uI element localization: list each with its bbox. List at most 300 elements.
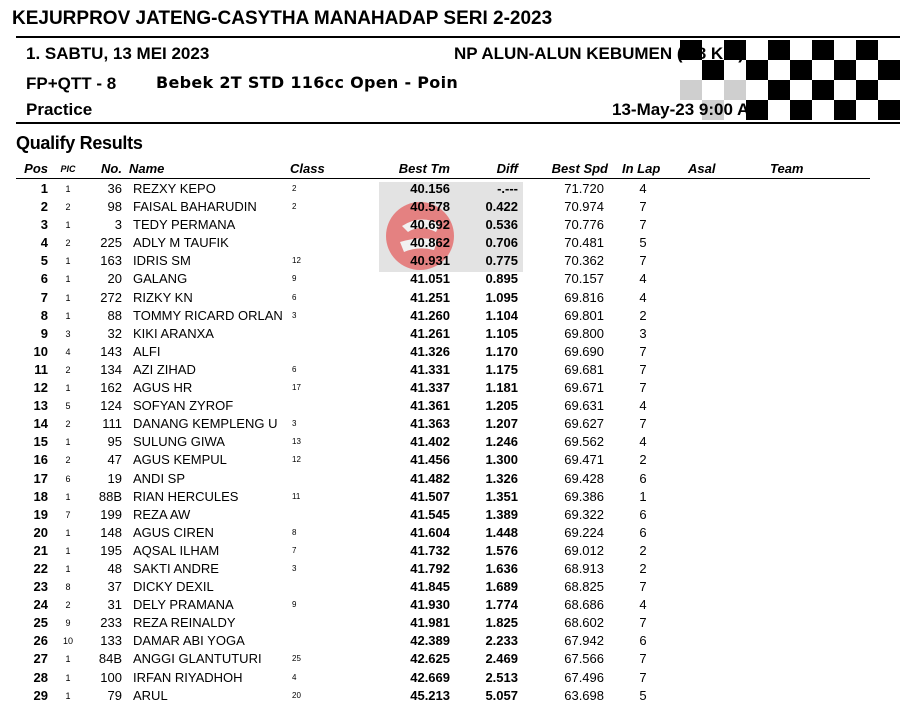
table-row: [0, 397, 900, 415]
result-best-speed: 69.471: [564, 452, 604, 468]
checker-square: [790, 60, 812, 80]
result-in-lap: 6: [639, 506, 647, 522]
session-code: FP+QTT - 8: [26, 74, 117, 93]
result-best-time: 40.578: [410, 199, 450, 215]
result-pos: 14: [33, 416, 48, 432]
table-row: [0, 216, 900, 234]
result-name: AQSAL ILHAM: [133, 542, 220, 558]
col-header-pic: PIC: [60, 164, 76, 174]
result-number: 88: [107, 307, 122, 323]
result-number: 20: [107, 271, 122, 287]
result-pic: 2: [65, 238, 71, 249]
result-class: 3: [292, 310, 297, 320]
result-pic: 2: [65, 419, 71, 430]
session-timestamp: 13-May-23 9:00 AM: [612, 100, 764, 119]
result-in-lap: 7: [639, 579, 647, 595]
result-class: 9: [292, 600, 297, 610]
result-best-time: 41.604: [410, 524, 450, 540]
result-class: 2: [292, 184, 297, 193]
table-row: [0, 542, 900, 560]
result-class: 17: [292, 383, 301, 393]
result-diff: -.---: [497, 181, 518, 196]
table-row: [0, 650, 900, 668]
event-title: KEJURPROV JATENG-CASYTHA MANAHADAP SERI 2-2023: [12, 8, 553, 29]
result-in-lap: 7: [639, 615, 647, 631]
result-name: AGUS KEMPUL: [133, 452, 227, 468]
results-table: [0, 180, 900, 705]
result-diff: 1.175: [485, 361, 518, 377]
checker-square: [790, 80, 812, 100]
result-in-lap: 2: [639, 560, 647, 576]
result-best-speed: 70.362: [564, 253, 604, 269]
checker-square: [834, 40, 856, 60]
result-best-time: 41.331: [410, 361, 450, 377]
result-pic: 1: [65, 256, 71, 267]
checker-square: [856, 40, 878, 60]
checker-square: [878, 40, 900, 60]
result-name: DELY PRAMANA: [133, 597, 234, 613]
result-name: ANGGI GLANTUTURI: [133, 651, 262, 667]
race-class-name: Bebek 2T STD 116cc Open - Poin: [156, 73, 459, 92]
result-pic: 2: [65, 600, 71, 611]
result-diff: 1.448: [485, 524, 518, 540]
result-pic: 1: [65, 654, 71, 665]
result-in-lap: 7: [639, 199, 647, 215]
col-header-diff: Diff: [496, 161, 518, 176]
result-name: SOFYAN ZYROF: [133, 398, 234, 414]
result-number: 195: [100, 542, 122, 558]
result-diff: 0.536: [485, 217, 518, 233]
result-diff: 0.706: [485, 235, 518, 251]
checker-square: [834, 100, 856, 120]
result-best-time: 41.507: [410, 488, 450, 504]
result-pic: 2: [65, 202, 71, 213]
result-pic: 4: [65, 346, 71, 357]
result-diff: 0.422: [485, 199, 518, 215]
result-best-speed: 67.496: [564, 669, 604, 685]
result-pic: 7: [65, 509, 71, 520]
result-number: 98: [107, 199, 122, 215]
result-best-time: 41.981: [410, 615, 450, 631]
result-best-speed: 69.690: [564, 343, 604, 359]
result-best-time: 41.260: [410, 307, 450, 323]
table-row: [0, 560, 900, 578]
checker-square: [768, 60, 790, 80]
result-pos: 26: [33, 633, 48, 649]
result-name: DANANG KEMPLENG U: [133, 416, 278, 432]
result-best-time: 41.482: [410, 470, 450, 486]
result-number: 47: [107, 452, 122, 468]
result-best-speed: 69.671: [564, 380, 604, 396]
result-class: 6: [292, 292, 297, 302]
col-header-in-lap: In Lap: [622, 161, 661, 176]
result-class: 12: [292, 455, 301, 465]
result-best-speed: 70.974: [564, 199, 604, 215]
result-number: 225: [100, 235, 122, 251]
result-name: IRFAN RIYADHOH: [133, 669, 243, 685]
result-diff: 1.774: [485, 597, 518, 613]
result-pic: 1: [65, 545, 71, 556]
result-number: 79: [107, 687, 122, 703]
result-pic: 10: [62, 636, 73, 647]
result-best-speed: 69.681: [564, 361, 604, 377]
checker-square: [878, 60, 900, 80]
result-name: ALFI: [133, 343, 161, 359]
result-diff: 1.326: [485, 470, 518, 486]
result-in-lap: 6: [639, 633, 647, 649]
result-name: SAKTI ANDRE: [133, 560, 219, 576]
result-number: 148: [100, 524, 122, 540]
result-pic: 1: [65, 220, 71, 231]
result-name: TEDY PERMANA: [133, 217, 236, 233]
header-rule-bottom: [16, 122, 900, 124]
result-diff: 1.170: [485, 343, 518, 359]
result-name: DAMAR ABI YOGA: [133, 633, 245, 649]
table-row: [0, 234, 900, 252]
result-number: 272: [100, 289, 122, 305]
result-best-time: 41.251: [410, 289, 450, 305]
section-title: Qualify Results: [16, 133, 143, 153]
result-pos: 9: [40, 325, 48, 341]
result-best-time: 41.361: [410, 398, 450, 414]
result-best-speed: 69.816: [564, 289, 604, 305]
col-header-pos: Pos: [24, 161, 48, 176]
result-pos: 5: [40, 253, 48, 269]
result-diff: 1.389: [485, 506, 518, 522]
result-class: 6: [292, 364, 297, 374]
checker-square: [834, 60, 856, 80]
result-diff: 0.775: [485, 253, 518, 269]
result-number: 162: [100, 380, 122, 396]
table-row: [0, 614, 900, 632]
result-pic: 3: [65, 328, 71, 339]
table-row: [0, 415, 900, 433]
checker-square: [856, 100, 878, 120]
table-row: [0, 343, 900, 361]
result-class: 7: [292, 545, 297, 555]
result-diff: 1.181: [485, 380, 518, 396]
checker-square: [790, 100, 812, 120]
result-best-time: 41.732: [410, 542, 450, 558]
result-pos: 10: [33, 343, 48, 359]
result-diff: 0.895: [485, 271, 518, 287]
table-row: [0, 578, 900, 596]
table-row: [0, 488, 900, 506]
result-best-time: 42.669: [410, 669, 450, 685]
result-pos: 27: [33, 651, 48, 667]
table-header-rule: [16, 178, 870, 179]
result-pos: 4: [40, 235, 48, 251]
result-name: FAISAL BAHARUDIN: [133, 199, 257, 215]
checker-square: [768, 80, 790, 100]
table-row: [0, 289, 900, 307]
result-best-speed: 69.386: [564, 488, 604, 504]
result-best-speed: 70.157: [564, 271, 604, 287]
result-name: REZA REINALDY: [133, 615, 236, 631]
result-best-time: 41.545: [410, 506, 450, 522]
result-in-lap: 1: [639, 488, 647, 504]
result-diff: 1.207: [485, 416, 518, 432]
table-row: [0, 361, 900, 379]
result-pic: 1: [65, 383, 71, 394]
result-pic: 1: [65, 437, 71, 448]
result-best-speed: 69.800: [564, 325, 604, 341]
result-pos: 29: [33, 687, 48, 703]
table-row: [0, 669, 900, 687]
result-best-time: 41.363: [410, 416, 450, 432]
result-pos: 22: [33, 560, 48, 576]
result-pic: 8: [65, 582, 71, 593]
table-row: [0, 379, 900, 397]
result-best-speed: 70.776: [564, 217, 604, 233]
result-best-speed: 68.825: [564, 579, 604, 595]
result-diff: 1.351: [485, 488, 518, 504]
result-number: 233: [100, 615, 122, 631]
result-number: 84B: [98, 651, 122, 667]
result-in-lap: 2: [639, 307, 647, 323]
result-in-lap: 7: [639, 669, 647, 685]
result-pic: 1: [65, 310, 71, 321]
col-header-asal: Asal: [688, 161, 716, 176]
result-in-lap: 6: [639, 470, 647, 486]
result-number: 100: [100, 669, 122, 685]
result-pic: 1: [65, 672, 71, 683]
result-number: 95: [107, 434, 122, 450]
result-in-lap: 7: [639, 217, 647, 233]
result-number: 199: [100, 506, 122, 522]
result-best-time: 41.792: [410, 560, 450, 576]
result-name: DICKY DEXIL: [133, 579, 214, 595]
result-diff: 1.576: [485, 542, 518, 558]
result-in-lap: 7: [639, 380, 647, 396]
result-class: 3: [292, 419, 297, 429]
result-number: 133: [100, 633, 122, 649]
result-in-lap: 5: [639, 687, 647, 703]
result-best-time: 42.389: [410, 633, 450, 649]
table-row: [0, 451, 900, 469]
result-number: 37: [107, 579, 122, 595]
col-header-best-tm: Best Tm: [398, 161, 450, 176]
checker-square: [856, 60, 878, 80]
checker-square: [878, 80, 900, 100]
checker-square: [724, 80, 746, 100]
table-row: [0, 307, 900, 325]
result-best-time: 40.862: [410, 235, 450, 251]
result-pic: 5: [65, 401, 71, 412]
result-name: TOMMY RICARD ORLAN: [133, 307, 283, 323]
table-row: [0, 325, 900, 343]
table-row: [0, 596, 900, 614]
result-number: 124: [100, 398, 122, 414]
result-best-speed: 63.698: [564, 687, 604, 703]
result-best-speed: 69.428: [564, 470, 604, 486]
venue-name: NP ALUN-ALUN KEBUMEN (0.8 Km): [454, 44, 744, 63]
result-diff: 2.233: [485, 633, 518, 649]
result-best-time: 40.692: [410, 217, 450, 233]
result-best-speed: 71.720: [564, 181, 604, 196]
result-diff: 1.105: [485, 325, 518, 341]
result-name: AGUS CIREN: [133, 524, 214, 540]
col-header-best-spd: Best Spd: [551, 161, 608, 176]
result-in-lap: 7: [639, 651, 647, 667]
result-name: ANDI SP: [133, 470, 186, 486]
result-pos: 24: [33, 597, 48, 613]
result-name: AGUS HR: [133, 380, 193, 396]
result-diff: 1.205: [485, 398, 518, 414]
checker-square: [768, 100, 790, 120]
checker-square: [680, 80, 702, 100]
result-class: 9: [292, 274, 297, 284]
result-pic: 1: [65, 292, 71, 303]
result-pic: 6: [65, 473, 71, 484]
result-diff: 2.469: [485, 651, 518, 667]
checker-square: [790, 40, 812, 60]
table-row: [0, 632, 900, 650]
checker-square: [812, 100, 834, 120]
result-class: 4: [292, 672, 297, 682]
result-in-lap: 7: [639, 253, 647, 269]
result-in-lap: 6: [639, 524, 647, 540]
result-name: REZXY KEPO: [133, 181, 216, 196]
result-in-lap: 3: [639, 325, 647, 341]
table-row: [0, 687, 900, 705]
result-number: 3: [114, 217, 122, 233]
result-pos: 1: [40, 181, 48, 196]
result-best-speed: 69.801: [564, 307, 604, 323]
result-class: 12: [292, 256, 301, 266]
table-row: [0, 433, 900, 451]
result-best-time: 42.625: [410, 651, 450, 667]
result-pos: 2: [40, 199, 48, 215]
result-pos: 13: [33, 398, 48, 414]
result-best-time: 41.930: [410, 597, 450, 613]
table-row: [0, 524, 900, 542]
result-pos: 6: [40, 271, 48, 287]
result-in-lap: 7: [639, 343, 647, 359]
result-pic: 1: [65, 184, 71, 194]
result-pos: 11: [34, 361, 48, 377]
result-best-speed: 69.012: [564, 542, 604, 558]
result-number: 32: [107, 325, 122, 341]
result-in-lap: 4: [639, 434, 647, 450]
result-diff: 1.095: [485, 289, 518, 305]
result-number: 48: [107, 560, 122, 576]
result-best-speed: 67.942: [564, 633, 604, 649]
result-pic: 1: [65, 527, 71, 538]
checker-square: [746, 80, 768, 100]
result-pos: 19: [33, 506, 48, 522]
result-best-time: 41.845: [410, 579, 450, 595]
col-header-class: Class: [290, 161, 325, 176]
result-class: 3: [292, 563, 297, 573]
result-in-lap: 4: [639, 597, 647, 613]
result-number: 31: [107, 597, 122, 613]
result-pos: 21: [33, 542, 48, 558]
result-name: SULUNG GIWA: [133, 434, 225, 450]
result-number: 36: [107, 181, 122, 196]
col-header-name: Name: [129, 161, 165, 176]
result-diff: 1.689: [485, 579, 518, 595]
col-header-team: Team: [770, 161, 804, 176]
result-best-time: 41.402: [410, 434, 450, 450]
result-pos: 28: [33, 669, 48, 685]
checker-square: [878, 100, 900, 120]
result-pic: 9: [65, 618, 71, 629]
checker-square: [702, 80, 724, 100]
result-in-lap: 5: [639, 235, 647, 251]
result-best-time: 41.326: [410, 343, 450, 359]
result-best-speed: 68.686: [564, 597, 604, 613]
result-in-lap: 7: [639, 361, 647, 377]
result-best-speed: 69.631: [564, 398, 604, 414]
result-class: 11: [292, 491, 301, 501]
result-best-speed: 67.566: [564, 651, 604, 667]
result-pos: 7: [40, 289, 48, 305]
result-best-time: 41.051: [410, 271, 450, 287]
result-in-lap: 2: [639, 452, 647, 468]
result-best-speed: 69.562: [564, 434, 604, 450]
table-row: [0, 198, 900, 216]
session-type: Practice: [26, 100, 93, 119]
result-diff: 1.825: [485, 615, 518, 631]
result-class: 13: [292, 437, 301, 447]
result-name: ARUL: [133, 687, 168, 703]
result-best-time: 41.261: [410, 325, 450, 341]
result-diff: 1.104: [485, 307, 518, 323]
result-name: RIAN HERCULES: [133, 488, 239, 504]
result-name: GALANG: [133, 271, 188, 287]
result-number: 111: [102, 416, 122, 432]
result-diff: 2.513: [485, 669, 518, 685]
result-best-speed: 68.602: [564, 615, 604, 631]
result-pos: 20: [33, 524, 48, 540]
result-in-lap: 7: [639, 416, 647, 432]
result-best-time: 41.337: [410, 380, 450, 396]
result-best-time: 45.213: [410, 687, 450, 703]
result-best-speed: 69.322: [564, 506, 604, 522]
result-in-lap: 4: [639, 271, 647, 287]
result-pos: 3: [40, 217, 48, 233]
table-row: [0, 506, 900, 524]
table-row: [0, 180, 900, 198]
result-pos: 23: [33, 579, 48, 595]
result-name: KIKI ARANXA: [133, 325, 214, 341]
result-in-lap: 4: [639, 289, 647, 305]
checker-square: [812, 60, 834, 80]
result-pos: 25: [33, 615, 48, 631]
result-best-time: 40.931: [410, 253, 450, 269]
result-name: AZI ZIHAD: [133, 361, 196, 377]
result-class: 20: [292, 690, 301, 700]
table-row: [0, 252, 900, 270]
result-pic: 2: [65, 455, 71, 466]
result-class: 25: [292, 654, 301, 664]
result-in-lap: 2: [639, 542, 647, 558]
result-class: 8: [292, 527, 297, 537]
checker-square: [812, 40, 834, 60]
result-number: 143: [100, 343, 122, 359]
result-pos: 17: [33, 470, 48, 486]
event-date: 1. SABTU, 13 MEI 2023: [26, 44, 210, 63]
checker-square: [746, 60, 768, 80]
result-in-lap: 4: [639, 398, 647, 414]
result-number: 19: [107, 470, 122, 486]
result-best-time: 41.456: [410, 452, 450, 468]
result-best-speed: 70.481: [564, 235, 604, 251]
result-pic: 1: [65, 563, 71, 574]
result-diff: 1.300: [485, 452, 518, 468]
checker-square: [834, 80, 856, 100]
